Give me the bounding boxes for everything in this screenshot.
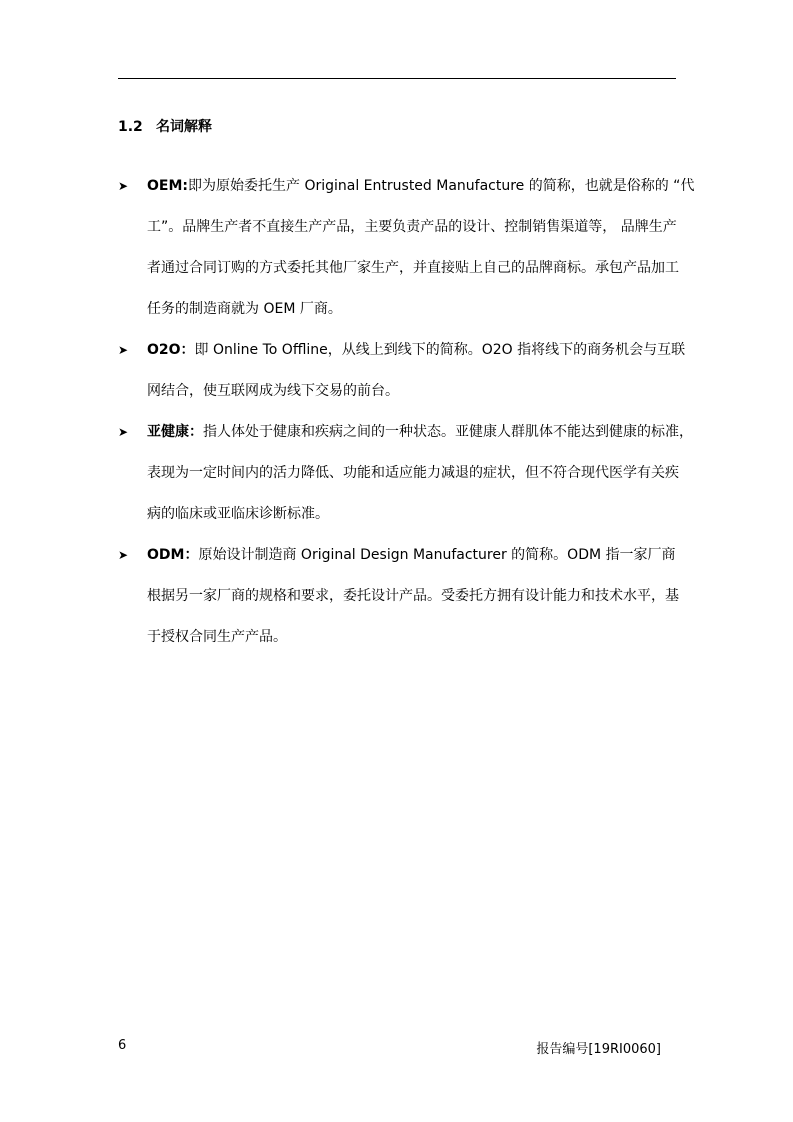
definition-term: 亚健康： bbox=[147, 424, 203, 440]
section-heading bbox=[118, 116, 212, 136]
definition-line: OEM:即为原始委托生产 Original Entrusted Manufacture 的简称，也就是俗称的 “代 bbox=[147, 178, 695, 194]
definition-item-subhealth bbox=[118, 412, 693, 535]
report-number: 报告编号[19RI0060] bbox=[536, 1042, 661, 1057]
definition-item-o2o bbox=[118, 330, 686, 412]
definition-line: 者通过合同订购的方式委托其他厂家生产，并直接贴上自己的品牌商标。承包产品加工 bbox=[147, 260, 679, 276]
definition-term: O2O： bbox=[147, 342, 195, 358]
definition-item-oem bbox=[118, 166, 695, 330]
definition-line: 亚健康：指人体处于健康和疾病之间的一种状态。亚健康人群肌体不能达到健康的标准， bbox=[147, 424, 693, 440]
definition-term: OEM: bbox=[147, 178, 188, 194]
section-title: 名词解释 bbox=[156, 119, 212, 135]
definition-term: ODM： bbox=[147, 547, 199, 563]
definition-line: 工”。品牌生产者不直接生产产品，主要负责产品的设计、控制销售渠道等， 品牌生产 bbox=[147, 219, 677, 235]
definition-line: O2O：即 Online To Offline，从线上到线下的简称。O2O 指将线下的商务机会与互联 bbox=[147, 342, 686, 358]
definition-line: 网结合，使互联网成为线下交易的前台。 bbox=[147, 383, 399, 399]
arrow-bullet-icon: ➤ bbox=[118, 425, 129, 439]
header-rule bbox=[118, 78, 676, 79]
definition-line: 根据另一家厂商的规格和要求，委托设计产品。受委托方拥有设计能力和技术水平，基 bbox=[147, 588, 679, 604]
section-number: 1.2 bbox=[118, 119, 143, 135]
arrow-bullet-icon: ➤ bbox=[118, 179, 129, 193]
definition-line: 任务的制造商就为 OEM 厂商。 bbox=[147, 301, 342, 317]
definition-line: ODM：原始设计制造商 Original Design Manufacturer 的简称。ODM 指一家厂商 bbox=[147, 547, 676, 563]
definition-item-odm bbox=[118, 535, 679, 658]
arrow-bullet-icon: ➤ bbox=[118, 343, 129, 357]
definition-line: 病的临床或亚临床诊断标准。 bbox=[147, 506, 329, 522]
definition-list bbox=[118, 166, 695, 658]
arrow-bullet-icon: ➤ bbox=[118, 548, 129, 562]
page-number: 6 bbox=[118, 1038, 127, 1053]
definition-line: 表现为一定时间内的活力降低、功能和适应能力减退的症状，但不符合现代医学有关疾 bbox=[147, 465, 679, 481]
definition-line: 于授权合同生产产品。 bbox=[147, 629, 287, 645]
